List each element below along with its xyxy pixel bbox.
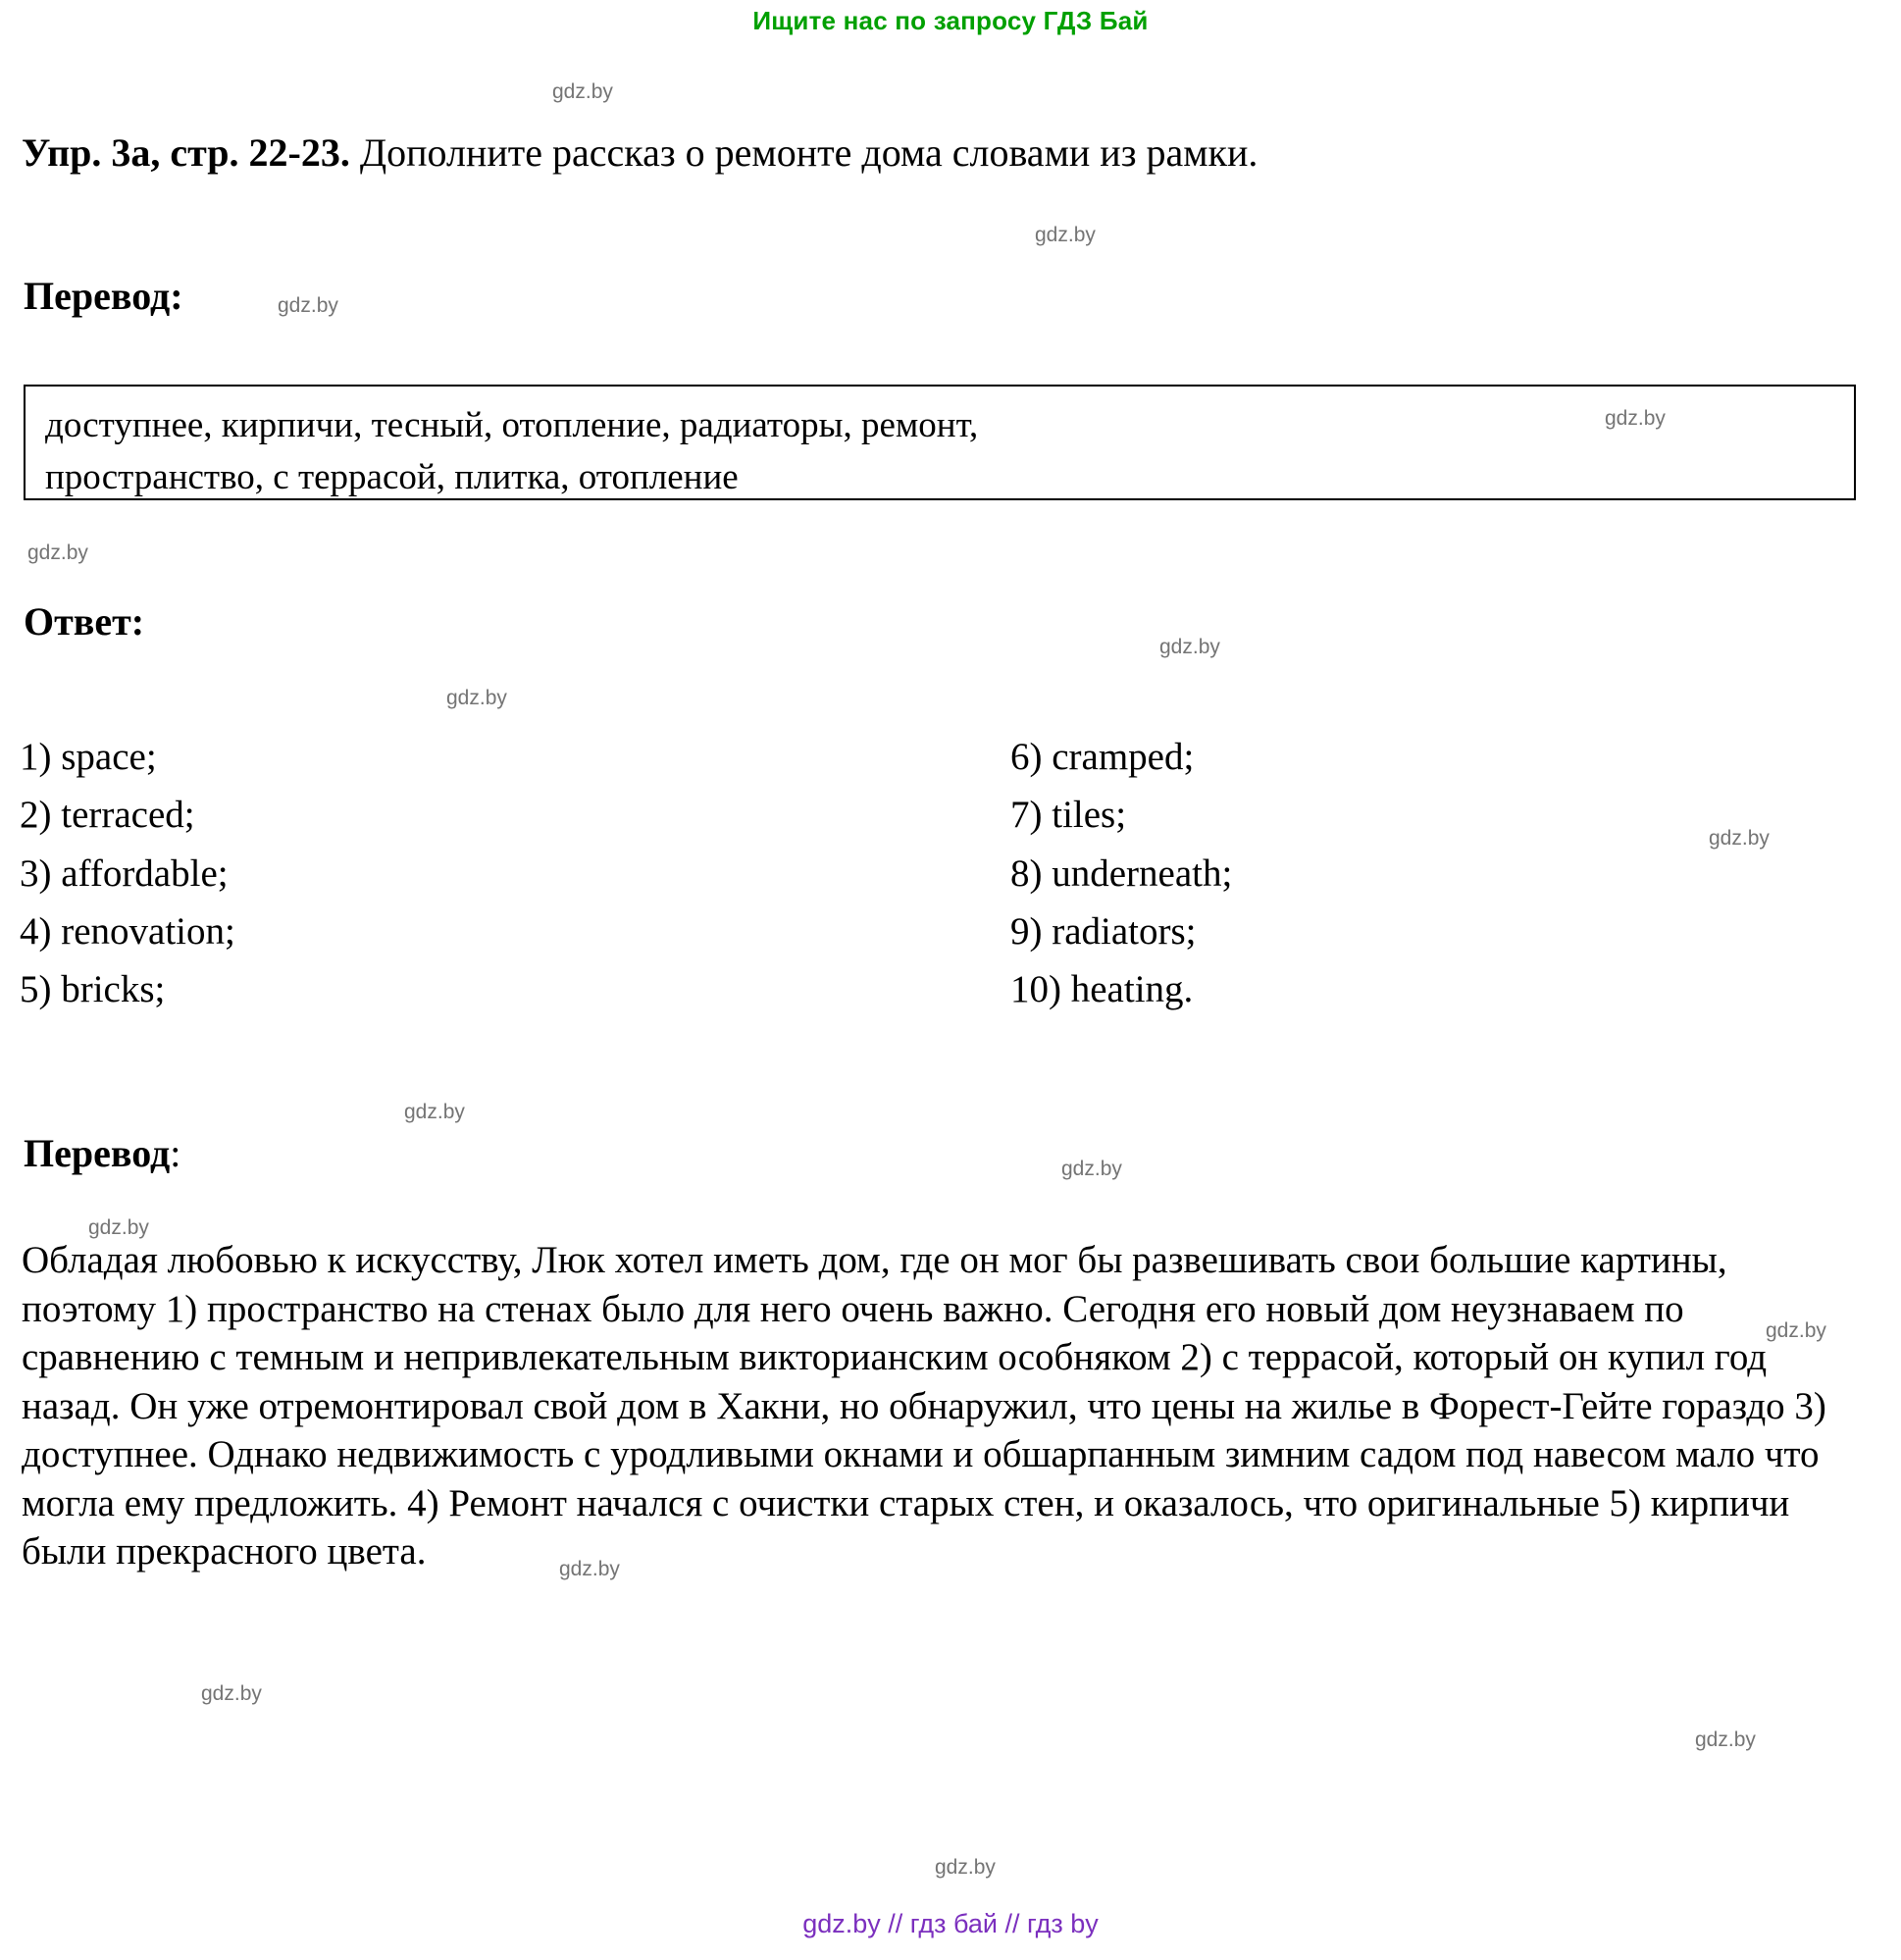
task-heading xyxy=(22,129,1258,176)
watermark: gdz.by xyxy=(1061,1158,1122,1180)
answers-column-left xyxy=(20,728,235,1018)
answer-item: 6) cramped; xyxy=(1010,736,1195,778)
watermark: gdz.by xyxy=(1695,1728,1756,1751)
watermark: gdz.by xyxy=(88,1216,149,1239)
watermark: gdz.by xyxy=(278,294,338,317)
label-translation-2-colon: : xyxy=(170,1131,181,1175)
watermark: gdz.by xyxy=(27,542,88,564)
answer-item: 7) tiles; xyxy=(1010,794,1127,837)
task-instruction: Дополните рассказ о ремонте дома словами из рамки. xyxy=(349,130,1259,175)
translation-paragraph: Обладая любовью к искусству, Люк хотел иметь дом, где он мог бы развешивать свои большие картины, поэтому 1) пространство на стенах было для него очень важно. Сегодня его новый дом неузнаваем по сравнению с темным и непривлекательным викторианским особняком 2) с террасой, который он купил год назад. Он уже отремонтировал свой дом в Хакни, но обнаружил, что цены на жилье в Форест-Гейте гораздо 3) доступнее. Однако недвижимость с уродливыми окнами и обшарпанным зимним садом под навесом мало что могла ему предложить. 4) Ремонт начался с очистки старых стен, и оказалось, что оригинальные 5) кирпичи были прекрасного цвета. xyxy=(22,1239,1826,1573)
watermark: gdz.by xyxy=(1709,827,1770,850)
footer-links: gdz.by // гдз бай // гдз by xyxy=(802,1909,1099,1938)
watermark: gdz.by xyxy=(1159,636,1220,658)
promo-banner: Ищите нас по запросу ГДЗ Бай xyxy=(752,6,1149,35)
answer-item: 5) bricks; xyxy=(20,968,166,1011)
answer-item: 2) terraced; xyxy=(20,794,195,837)
watermark: gdz.by xyxy=(1766,1319,1826,1342)
watermark: gdz.by xyxy=(1035,224,1096,246)
answer-item: 10) heating. xyxy=(1010,968,1194,1011)
watermark: gdz.by xyxy=(404,1101,465,1123)
watermark: gdz.by xyxy=(201,1682,262,1705)
answer-item: 4) renovation; xyxy=(20,909,235,953)
exercise-number: Упр. 3a, стр. 22-23. xyxy=(22,130,350,175)
answer-item: 8) underneath; xyxy=(1010,851,1233,895)
label-translation-1: Перевод: xyxy=(24,274,183,318)
answer-item: 3) affordable; xyxy=(20,851,229,895)
watermark: gdz.by xyxy=(559,1558,620,1580)
label-answer: Ответ: xyxy=(24,599,145,644)
watermark: gdz.by xyxy=(446,687,507,709)
word-bank-box xyxy=(24,385,1856,500)
watermark: gdz.by xyxy=(552,80,613,103)
answer-item: 9) radiators; xyxy=(1010,909,1197,953)
watermark: gdz.by xyxy=(1605,407,1666,430)
word-bank-line-2: пространство, с террасой, плитка, отопление xyxy=(45,456,739,497)
word-bank-line-1: доступнее, кирпичи, тесный, отопление, радиаторы, ремонт, xyxy=(45,405,979,445)
answers-column-right xyxy=(1010,728,1232,1018)
watermark: gdz.by xyxy=(935,1856,996,1879)
answer-item: 1) space; xyxy=(20,736,157,778)
label-translation-2 xyxy=(24,1130,180,1176)
label-translation-2-word: Перевод xyxy=(24,1131,171,1175)
